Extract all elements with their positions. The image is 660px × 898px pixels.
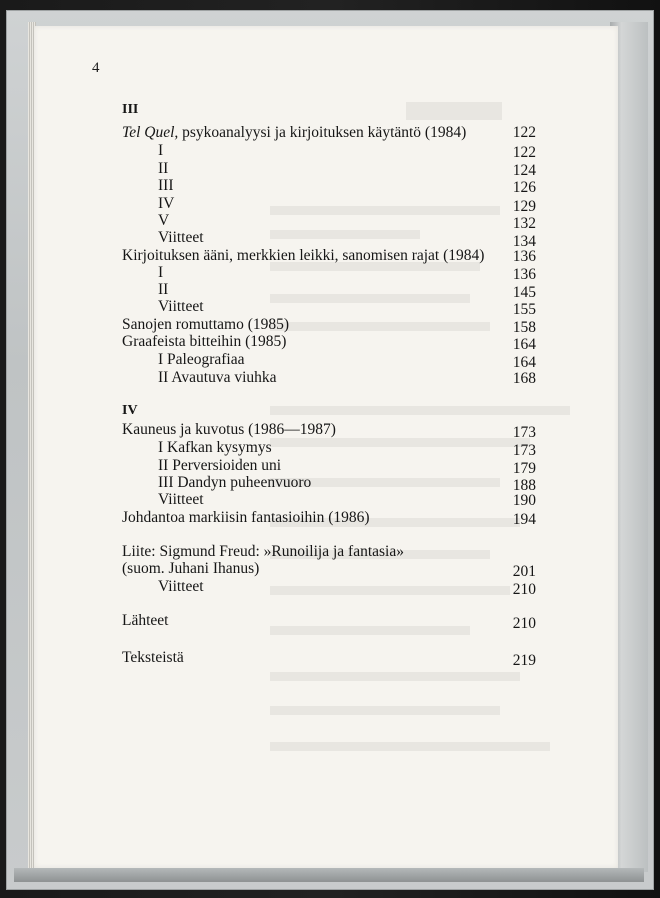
entry-title: I: [158, 264, 164, 281]
toc-subentry: [0, 160, 660, 178]
entry-page: 164: [512, 336, 536, 353]
toc-subentry: [0, 212, 660, 230]
toc-entry: [0, 316, 660, 334]
entry-title: II Perversioiden uni: [158, 457, 282, 474]
entry-title: Lähteet: [122, 612, 169, 629]
entry-title: Johdantoa markiisin fantasioihin (1986): [122, 509, 370, 526]
entry-title: IV: [158, 195, 175, 212]
entry-page: 158: [512, 319, 536, 336]
toc-subentry: [0, 229, 660, 250]
entry-page: 155: [512, 301, 536, 318]
toc-subentry: [0, 439, 660, 457]
toc-subentry: [0, 142, 660, 160]
entry-page: 179: [512, 460, 536, 477]
toc-entry: [0, 543, 660, 561]
entry-page: 194: [512, 511, 536, 528]
entry-page: 219: [512, 652, 536, 669]
entry-title: Viitteet: [158, 298, 204, 315]
entry-title: II: [158, 281, 169, 298]
entry-page: 134: [512, 233, 536, 250]
toc-entry: [0, 612, 660, 630]
entry-page: 164: [512, 354, 536, 371]
entry-page: 168: [512, 370, 536, 387]
toc-subentry: [0, 177, 660, 195]
toc-subentry: [0, 457, 660, 475]
toc-subentry: [0, 264, 660, 282]
entry-page: 188: [512, 477, 536, 494]
entry-title: I: [158, 142, 164, 159]
entry-title: III: [158, 177, 174, 194]
section-title: III: [122, 102, 139, 117]
toc-subentry: [0, 195, 660, 213]
toc-section-heading: [0, 101, 660, 119]
entry-page: 129: [512, 198, 536, 215]
entry-page: 210: [512, 615, 536, 632]
entry-page: 126: [512, 179, 536, 196]
entry-title: II: [158, 160, 169, 177]
entry-title: Sanojen romuttamo (1985): [122, 316, 290, 333]
entry-page: 122: [512, 124, 536, 141]
toc-subentry: [0, 281, 660, 299]
entry-title: Kauneus ja kuvotus (1986—1987): [122, 421, 336, 438]
entry-title: III Dandyn puheenvuoro: [158, 474, 312, 491]
entry-page: 201: [512, 563, 536, 580]
toc-subentry: [0, 298, 660, 316]
toc-entry: [0, 333, 660, 351]
entry-page: 124: [512, 162, 536, 179]
entry-page: 136: [512, 248, 536, 265]
entry-title: [122, 124, 466, 142]
entry-page: 173: [512, 424, 536, 441]
toc-subentry: [0, 491, 660, 509]
entry-page: 132: [512, 215, 536, 232]
entry-page: 173: [512, 442, 536, 459]
section-title: IV: [122, 403, 138, 418]
entry-title: Teksteistä: [122, 649, 184, 666]
entry-page: 210: [512, 581, 536, 598]
entry-title: Viitteet: [158, 491, 204, 508]
entry-title: Kirjoituksen ääni, merkkien leikki, sanomisen rajat (1984): [122, 247, 485, 264]
toc-subentry: [0, 474, 660, 492]
toc-subentry: [0, 369, 660, 387]
page-number: 4: [92, 60, 100, 76]
entry-page: 190: [512, 492, 536, 509]
toc-entry: [0, 421, 660, 439]
entry-title-rest: psykoanalyysi ja kirjoituksen käytäntö (1984): [178, 124, 467, 141]
entry-title: Graafeista bitteihin (1985): [122, 333, 287, 350]
entry-title: II Avautuva viuhka: [158, 369, 277, 386]
entry-page: 136: [512, 266, 536, 283]
entry-title: I Paleografiaa: [158, 351, 245, 368]
toc-subentry: [0, 351, 660, 369]
entry-page: 145: [512, 284, 536, 301]
entry-title: (suom. Juhani Ihanus): [122, 560, 260, 577]
entry-title: Viitteet: [158, 229, 204, 246]
toc-entry: [0, 649, 660, 667]
toc-entry: [0, 124, 660, 142]
toc-entry: [0, 247, 660, 265]
entry-title-italic: Tel Quel,: [122, 124, 179, 141]
toc-entry: [0, 509, 660, 527]
entry-title: V: [158, 212, 170, 229]
cover-edge-bottom: [14, 868, 644, 882]
entry-page: 122: [512, 144, 536, 161]
entry-title: Viitteet: [158, 578, 204, 595]
toc-section-heading: [0, 402, 660, 420]
toc-subentry: [0, 578, 660, 596]
toc-entry: [0, 560, 660, 578]
entry-title: I Kafkan kysymys: [158, 439, 272, 456]
entry-title: Liite: Sigmund Freud: »Runoilija ja fantasia»: [122, 543, 404, 560]
